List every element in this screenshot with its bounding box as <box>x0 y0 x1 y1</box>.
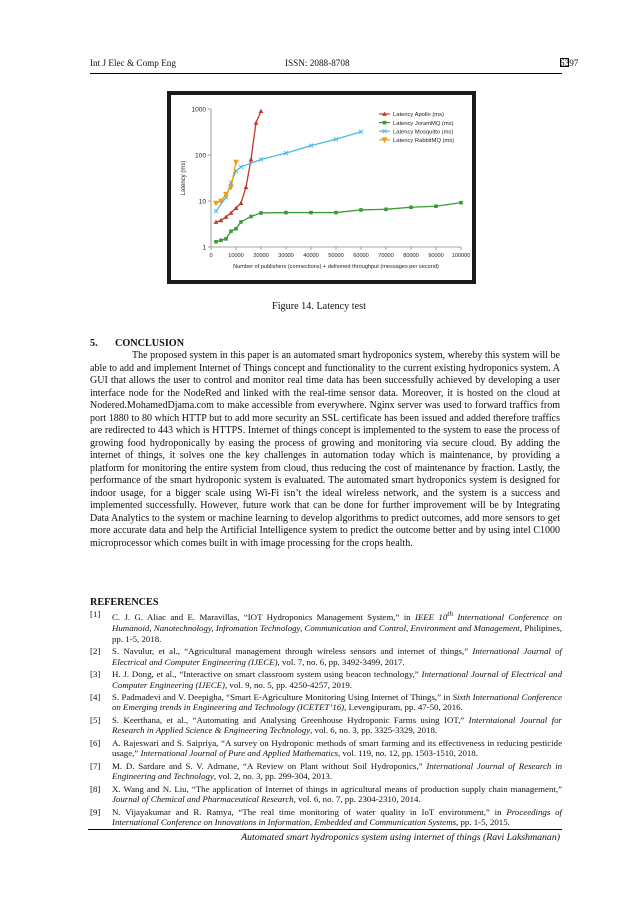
x-tick-label: 10000 <box>228 253 244 259</box>
header-rule <box>90 73 562 74</box>
reference-item <box>90 738 562 760</box>
data-point <box>214 209 218 213</box>
reference-number: [6] <box>90 737 101 748</box>
reference-number: [5] <box>90 714 101 725</box>
issn: ISSN: 2088-8708 <box>285 58 350 68</box>
series-line-1 <box>216 111 261 222</box>
reference-venue: International Journal of Research in Engineering and Technology <box>112 760 562 782</box>
data-point <box>244 185 249 189</box>
reference-item <box>90 609 562 644</box>
data-point <box>249 215 253 219</box>
reference-authors: C. J. G. Aliac and E. Maravillas, “IOT Hydroponics Management System,” in <box>112 611 415 622</box>
reference-number: [9] <box>90 806 101 817</box>
reference-venue: International Journal of Electrical and Computer Engineering (IJECE) <box>112 668 562 690</box>
reference-authors: M. D. Sardare and S. V. Admane, “A Review on Plant without Soil Hydroponics,” <box>112 760 427 771</box>
reference-details: , vol. 2, no. 3, pp. 299-304, 2013. <box>213 771 333 782</box>
data-point <box>259 109 264 113</box>
series-line-3 <box>216 132 361 211</box>
y-tick-label: 1 <box>202 244 206 252</box>
legend-label: Latency Apollo (ms) <box>393 112 444 119</box>
data-point <box>224 237 228 241</box>
reference-authors: A. Rajeswari and S. Saipriya, “A survey on Hydroponic methods of smart farming and its effectiveness in reducing pesticide usage,” <box>112 737 562 759</box>
legend-label: Latency JoramMQ (ms) <box>393 120 454 127</box>
x-tick-label: 60000 <box>353 253 369 259</box>
y-tick-label: 10 <box>198 198 206 206</box>
reference-authors: S. Padmadevi and V. Deepigha, “Smart E-Agriculture Monitoring Using Internet of Things,” in <box>112 691 453 702</box>
reference-text <box>112 807 562 829</box>
data-point <box>219 238 223 242</box>
reference-text <box>112 646 562 668</box>
data-point <box>229 229 233 233</box>
x-axis-label: Number of publishers (connections) + delivered throughput (messages per second) <box>233 264 439 270</box>
reference-number: [3] <box>90 668 101 679</box>
reference-details: , vol. 9, no. 5, pp. 4250-4257, 2019. <box>224 679 352 690</box>
x-tick-label: 20000 <box>253 253 269 259</box>
reference-authors: N. Vijayakumar and R. Ramya, “The real time monitoring of water quality in IoT environment,” in <box>112 806 507 817</box>
reference-venue-rest: International Conference on Humanoid, Nanotechnology, Infromation Technology, Communication and Control, Environment and Management <box>112 611 562 633</box>
reference-details: , vol. 6, no. 3, pp. 3325-3329, 2018. <box>310 725 438 736</box>
reference-venue: Sixth International Conference on Emerging trends in Engineering and Technology (ICETET’16) <box>112 691 563 713</box>
reference-details: , Levengipuram, pp. 47-50, 2016. <box>344 702 463 713</box>
reference-number: [4] <box>90 691 101 702</box>
y-axis-label: Latency (ms) <box>181 160 187 196</box>
data-point <box>359 208 363 212</box>
reference-venue: International Journal of Electrical and Computer Engineering (IJECE) <box>112 645 562 667</box>
conclusion-paragraph: The proposed system in this paper is an automated smart hydroponics system, whereby this system will be able to add and implement Internet of Things concept and functionality to the current existing hydroponics system. A GUI that allows the user to control and monitor real time data has been successfully achieved by developing a user interface node for the NodeRed and linked with the real-time sensor data. Moreover, it is hosted on the cloud at Nodered.MohamedDjama.com to make accessible from everywhere. Nginx server was used to forward traffics from port 1880 to 80 which HTTP but to add more security an SSL certificate has been issued and added therefore traffics are redirected to 443 which is HTTPS. Internet of things concept is implemented to the system to ease the process of growing food hydroponically by easing the process of growing and monitoring via secure cloud. By adding the internet of things, it solves one the key challenges in automation today which is maintenance, by providing a platform for monitoring the entire system from cloud, thus reducing the cost of maintenance by fraction. Lastly, the performance of the smart hydroponic system is evaluated. The automated smart hydroponics system is designed for indoor usage, for a bigger scale using Wi-Fi isn’t the ideal wireless network, and the system is a success and implemented successfully. However, future work that can be done for further improvement will be by Integrating Data Analytics to the system or machine learning to develop algorithms to predict outcomes, add more sensors to get more accurate data and help the Artificial Intelligence system to predict the outcome better and by using intel C1000 microprocessor which comes built in with image processing for the crops health. <box>90 350 560 549</box>
page-footer: Automated smart hydroponics system using internet of things (Ravi Lakshmanan) <box>241 832 560 843</box>
reference-authors: X. Wang and N. Liu, “The application of Internet of things in agricultural means of production supply chain management,” <box>112 783 562 794</box>
reference-venue: International Journal of Pure and Applied Mathematics <box>140 748 338 759</box>
reference-text <box>112 738 562 760</box>
reference-item <box>90 692 562 714</box>
latency-figure <box>167 91 476 284</box>
x-tick-label: 90000 <box>428 253 444 259</box>
reference-number: [1] <box>90 609 101 619</box>
reference-text <box>112 692 562 714</box>
reference-details: , vol. 6, no. 7, pp. 2304-2310, 2014. <box>293 794 421 805</box>
legend-label: Latency Mosquitto (ms) <box>393 129 454 136</box>
data-point <box>239 220 243 224</box>
x-tick-label: 30000 <box>278 253 294 259</box>
reference-details: , Philipines, pp. 1-5, 2018. <box>112 622 562 644</box>
reference-authors: H. J. Dong, et al., “Interactive on smart classroom system using beacon technology,” <box>112 668 422 679</box>
data-point <box>259 211 263 215</box>
journal-name: Int J Elec & Comp Eng <box>90 58 176 68</box>
data-point <box>214 240 218 244</box>
section-number: 5. <box>90 338 98 349</box>
reference-venue-sup: th <box>447 609 454 618</box>
reference-text <box>112 669 562 691</box>
y-tick-label: 1000 <box>191 106 206 114</box>
data-point <box>409 205 413 209</box>
reference-authors: S. Keerthana, et al., “Automating and Analysing Greenhouse Hydroponic Farms using IOT,” <box>112 714 469 725</box>
reference-text <box>112 609 562 644</box>
reference-text <box>112 715 562 737</box>
legend-label: Latency RabbitMQ (ms) <box>393 138 455 144</box>
x-tick-label: 50000 <box>328 253 344 259</box>
reference-item <box>90 669 562 691</box>
data-point <box>249 157 254 161</box>
reference-number: [8] <box>90 783 101 794</box>
page-number: 6397 <box>560 58 579 68</box>
y-tick-label: 100 <box>195 152 206 160</box>
data-point <box>309 211 313 215</box>
series-line-2 <box>216 203 461 242</box>
figure-caption: Figure 14. Latency test <box>272 301 366 312</box>
footer-rule <box>88 829 562 830</box>
x-tick-label: 100000 <box>451 253 471 259</box>
data-point <box>384 208 388 212</box>
reference-text <box>112 784 562 806</box>
reference-text <box>112 761 562 783</box>
data-point <box>239 201 244 205</box>
data-point <box>284 211 288 215</box>
reference-number: [7] <box>90 760 101 771</box>
section-heading <box>90 338 184 349</box>
section-title: CONCLUSION <box>115 338 185 349</box>
reference-item <box>90 761 562 783</box>
reference-venue: Proceedings of International Conference on Innovations in Information, Embedded and Communication Systems <box>112 806 563 828</box>
x-tick-label: 70000 <box>378 253 394 259</box>
reference-item <box>90 715 562 737</box>
reference-item <box>90 807 562 829</box>
references-heading: REFERENCES <box>90 597 159 608</box>
chart-panel <box>171 95 472 280</box>
data-point <box>334 211 338 215</box>
x-tick-label: 40000 <box>303 253 319 259</box>
reference-venue: Journal of Chemical and Pharmaceutical Research <box>112 794 294 805</box>
data-point <box>434 204 438 208</box>
reference-details: , vol. 119, no. 12, pp. 1503-1510, 2018. <box>337 748 478 759</box>
reference-number: [2] <box>90 645 101 656</box>
reference-authors: S. Navulur, et al., “Agricultural management through wireless sensors and internet of things,” <box>112 645 473 656</box>
reference-list <box>90 609 562 830</box>
reference-details: , pp. 1-5, 2015. <box>456 817 510 828</box>
x-tick-label: 80000 <box>403 253 419 259</box>
data-point <box>233 160 239 166</box>
data-point <box>254 120 259 124</box>
data-point <box>459 201 463 205</box>
reference-item <box>90 646 562 668</box>
reference-venue: Interntaional Journal for Research in Applied Science & Engineering Technology <box>112 714 562 736</box>
reference-details: , vol. 7, no. 6, pp. 3492-3499, 2017. <box>277 656 405 667</box>
reference-venue: IEEE 10 <box>414 611 448 622</box>
data-point <box>213 201 219 207</box>
reference-item <box>90 784 562 806</box>
legend-marker <box>383 121 387 125</box>
data-point <box>234 227 238 231</box>
latency-chart <box>171 95 472 280</box>
x-tick-label: 0 <box>209 253 213 259</box>
